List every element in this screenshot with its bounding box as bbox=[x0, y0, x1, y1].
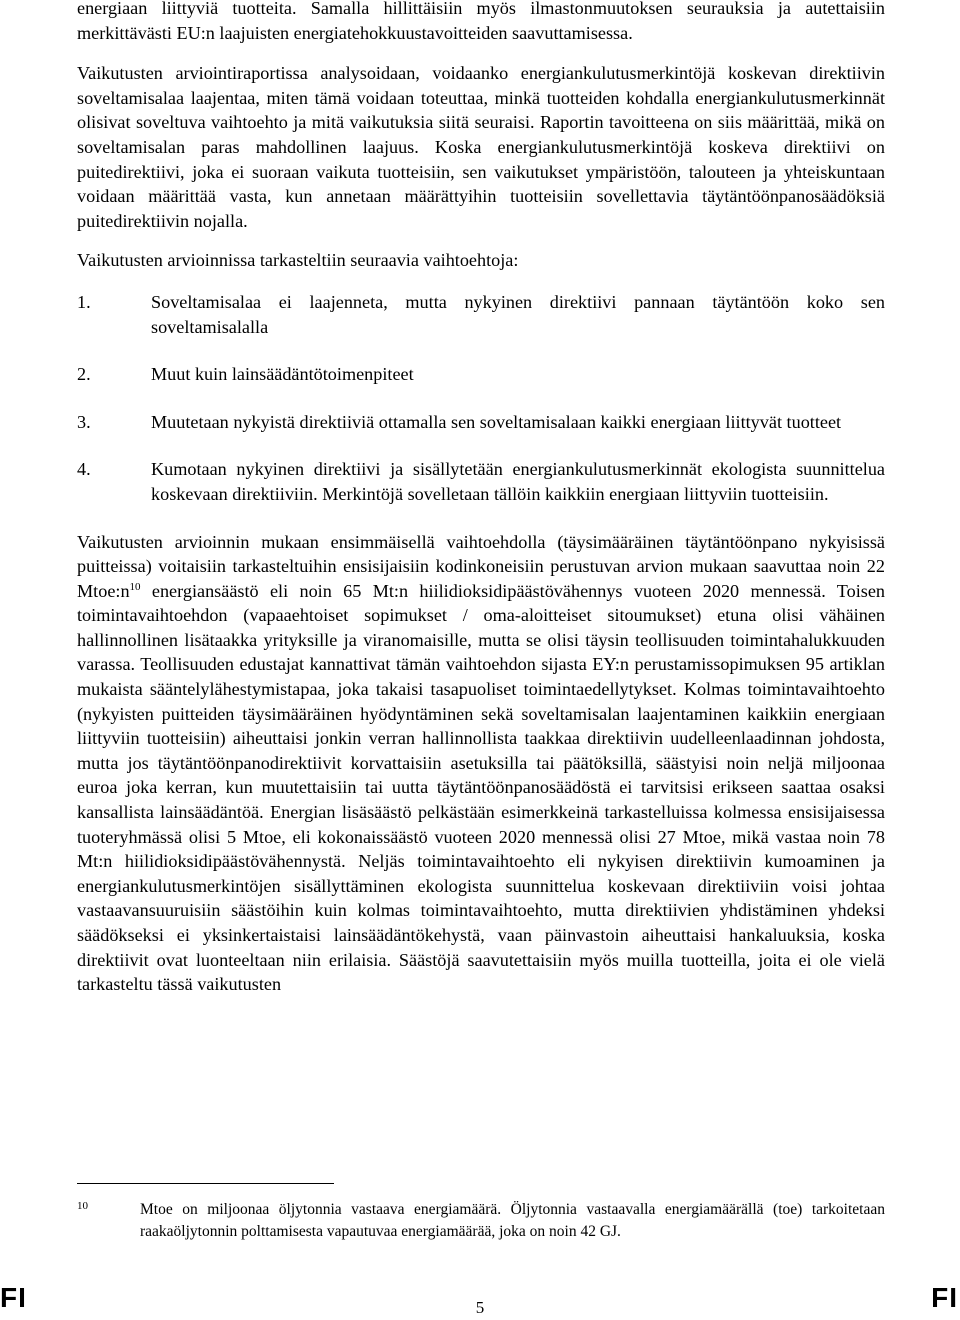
language-code-right: FI bbox=[931, 1282, 958, 1313]
option-text: Muutetaan nykyistä direktiiviä ottamalla sen soveltamisalaan kaikki energiaan liittyvät tuotteet bbox=[151, 411, 842, 432]
option-number: 1. bbox=[77, 291, 91, 312]
option-number: 2. bbox=[77, 364, 91, 385]
option-number: 3. bbox=[77, 411, 91, 432]
paragraph-options-lead: Vaikutusten arvioinnissa tarkasteltiin seuraavia vaihtoehtoja: bbox=[77, 250, 519, 271]
option-text: Muut kuin lainsäädäntötoimenpiteet bbox=[151, 364, 414, 385]
paragraph-intro-continuation: energiaan liittyviä tuotteita. Samalla hillittäisiin myös ilmastonmuutoksen seurauksia ja autettaisiin merkittävästi EU:n laajuisten energiatehokkuustavoitteiden saavuttamisessa. bbox=[77, 0, 885, 43]
footnote-reference[interactable]: 10 bbox=[129, 580, 141, 593]
option-text: Kumotaan nykyinen direktiivi ja sisällytetään energiankulutusmerkinnät ekologista suunnittelua koskevaan direktiiviin. Merkintöjä sovelletaan tällöin kaikkiin energiaan liittyviin tuotteisiin. bbox=[151, 459, 885, 504]
list-item bbox=[77, 290, 885, 339]
options-list bbox=[77, 290, 885, 507]
option-text: Soveltamisalaa ei laajenneta, mutta nykyinen direktiivi pannaan täytäntöön koko sen soveltamisalalla bbox=[151, 291, 885, 337]
footnote-separator bbox=[77, 1183, 334, 1184]
document-body bbox=[77, 0, 885, 997]
list-item bbox=[77, 457, 885, 506]
footnote bbox=[77, 1199, 885, 1242]
page-number: 5 bbox=[475, 1298, 485, 1317]
paragraph-impact-report: Vaikutusten arviointiraportissa analysoidaan, voidaanko energiankulutusmerkintöjä koskevan direktiivin soveltamisalaa laajentaa, miten tämä voidaan toteuttaa, minkä tuotteiden kohdalla energiankulutusmerkinnät olisivat soveltuva vaihtoehto ja mitä vaikutuksia siitä seuraisi. Raportin tavoitteena on siis määrittää, mikä on soveltamisalan paras mahdollinen laajuus. Koska energiankulutusmerkintöjä koskeva direktiivi on puitedirektiivi, joka ei suoraan vaikuta tuotteisiin, sen vaikutukset ympäristöön, talouteen ja yhteiskuntaan voidaan määrittää vasta, kun annetaan määrättyihin tuotteisiin sovellettavia täytäntöönpanosäädöksiä puitedirektiivin nojalla. bbox=[77, 63, 885, 231]
assessment-text-start: Vaikutusten arvioinnin mukaan ensimmäisellä vaihtoehdolla (täysimääräinen täytäntöönpano nykyisissä puitteissa) voitaisiin tarkasteltuihin ensisijaisiin kodinkoneisiin perustuvan arvion mukaan saavuttaa noin 22 Mtoe:n bbox=[77, 531, 885, 601]
footnote-text: Mtoe on miljoonaa öljytonnia vastaava energiamäärä. Öljytonnia vastaavalla energiamäärällä (toe) tarkoitetaan raakaöljytonnin polttamisesta vapautuvaa energiamäärää, joka on noin 42 GJ. bbox=[140, 1201, 885, 1240]
list-item bbox=[77, 362, 885, 387]
language-code-left: FI bbox=[0, 1282, 27, 1313]
assessment-text-rest: energiansäästö eli noin 65 Mt:n hiilidioksidipäästövähennys vuoteen 2020 mennessä. Toisen toimintavaihtoehdon (vapaaehtoiset sopimukset / oma-aloitteiset sitoumukset) etuna olisi vähäinen hallinnollinen lisätaakka yrityksille ja viranomaisille, mutta se olisi täysin teollisuuden toimintahalukkuuden varassa. Teollisuuden edustajat kannattivat tämän vaihtoehdon sijasta EY:n perustamissopimuksen 95 artiklan mukaista sääntelylähestymistapaa, joka takaisi tasapuoliset toimintaedellytykset. Kolmas toimintavaihtoehto (nykyisten puitteiden täysimääräinen hyödyntäminen sekä soveltamisalan laajentaminen kaikkiin energiaan liittyviin tuotteisiin) aiheuttaisi jonkin verran hallinnollista taakkaa direktiivin uudelleenlaadinnan johdosta, mutta jos täytäntöönpanodirektiivit korvattaisiin asetuksilla tai päätöksillä, säästyisi noin neljä miljoonaa euroa joka kerran, kun muutettaisiin tai uutta täytäntöönpanosäädöstä ei tarvitsisi erikseen saattaa osaksi kansallista lainsäädäntöä. Energian lisäsäästö pelkästään esimerkkeinä tarkastelluissa kolmessa ensisijaisessa tuoteryhmässä olisi 5 Mtoe, eli kokonaissäästö vuoteen 2020 mennessä olisi 27 Mtoe, mikä vastaa noin 78 Mt:n hiilidioksidipäästövähennystä. Neljäs toimintavaihtoehto eli nykyisen direktiivin kumoaminen ja energiankulutusmerkintöjen sisällyttäminen ekologista suunnittelua koskevaan direktiiviin voisi johtaa vastaavansuuruisiin säästöihin kuin kolmas toimintavaihtoehto, mutta direktiivien yhdistäminen yhdeksi säädökseksi ei yksinkertaistaisi lainsäädäntökehystä, vaan päinvastoin aiheuttaisi hankaluuksia, koska direktiivit ovat luonteeltaan niin erilaisia. Säästöjä saavutettaisiin myös muilla tuotteilla, joita ei ole vielä tarkasteltu tässä vaikutusten bbox=[77, 580, 885, 995]
option-number: 4. bbox=[77, 459, 91, 480]
list-item bbox=[77, 410, 885, 435]
paragraph-assessment-results bbox=[77, 530, 885, 997]
footnote-mark: 10 bbox=[77, 1200, 88, 1212]
